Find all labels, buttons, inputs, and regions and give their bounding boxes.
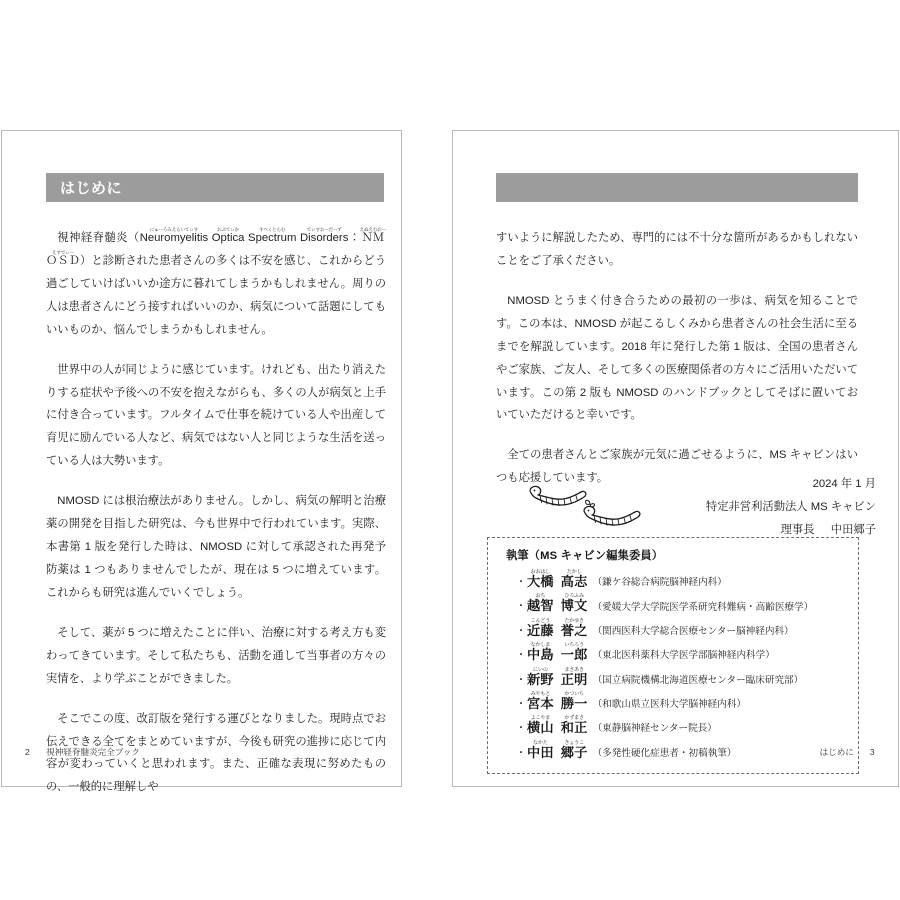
section-title: はじめに: [819, 747, 854, 757]
caterpillar-illustration: [525, 483, 655, 535]
page-title: はじめに: [60, 180, 123, 197]
furigana: かついち: [560, 690, 588, 697]
author-surname: 越智おち: [527, 593, 554, 614]
right-page-footer: [820, 746, 875, 758]
author-affiliation: （関西医科大学総合医療センター脳神経内科）: [592, 625, 794, 637]
furigana: おぷてぃか: [211, 227, 245, 232]
author-given-name: 和正かずまさ: [560, 715, 588, 736]
author-affiliation: （鎌ケ谷総合病院脳神経内科）: [592, 577, 727, 589]
furigana: きょうこ: [560, 739, 588, 746]
left-page-footer: [25, 746, 140, 758]
paragraph-4: そして、薬が 5 つに増えたことに伴い、治療に対する考え方も変わってきています。そして私たちも、活動を通して当事者の方々の実情を、より学ぶことができました。: [46, 626, 386, 685]
paragraph-1: すいように解説したため、専門的には不十分な箇所があるかもしれないことをご了承ください。: [496, 232, 858, 267]
furigana: いちろう: [560, 642, 588, 649]
signature-organization: 特定非営利活動法人 MS キャビン: [705, 500, 876, 513]
author-bullet: ・: [516, 674, 526, 686]
author-bullet: ・: [516, 601, 526, 613]
ruby-Spectrum: Spectrumすぺくとらむ: [248, 227, 297, 244]
author-row: [502, 642, 848, 664]
author-bullet: ・: [516, 625, 526, 637]
author-row: [502, 618, 848, 640]
author-bullet: ・: [516, 577, 526, 589]
left-page-section-header: [46, 173, 384, 202]
author-row: [502, 715, 848, 737]
page-number: 2: [25, 747, 31, 757]
right-page-body: [496, 227, 858, 507]
page-number: 3: [869, 747, 875, 757]
author-row: [502, 691, 848, 713]
author-surname: 中島なかしま: [527, 642, 554, 663]
book-title: 視神経脊髄炎完全ブック: [46, 747, 141, 757]
ruby-Optica: Opticaおぷてぃか: [211, 227, 245, 244]
author-bullet: ・: [516, 699, 526, 711]
author-given-name: 一郎いちろう: [560, 642, 588, 663]
furigana: こんどう: [527, 617, 554, 624]
author-surname: 横山よこやま: [527, 715, 554, 736]
author-bullet: ・: [516, 723, 526, 735]
furigana: たかゆき: [560, 617, 588, 624]
author-affiliation: （東北医科薬科大学医学部脳神経内科学）: [592, 650, 775, 662]
author-affiliation: （多発性硬化症患者・初稿執筆）: [592, 747, 737, 759]
furigana: えぬえむおーえすでぃー: [46, 227, 387, 255]
ruby-Neuromyelitis: Neuromyelitisにゅーろみえらいてぃす: [139, 227, 209, 244]
paragraph-1: 視神経脊髄炎（Neuromyelitisにゅーろみえらいてぃす Opticaおぷてぃか Spectrumすぺくとらむ Disordersでぃすおーだーず：ＮＭＯＳＤえぬえむおーえすでぃー）と診断された患者さんの多くは不安を感じ、これからどう過ごしていけばいいか途方に暮れてしまうかもしれません。周りの人は患者さんにどう接すればいいのか、病気について話題にしてもいいものか、悩んでしまうかもしれません。: [46, 227, 387, 336]
paragraph-5: そこでこの度、改訂版を発行する運びとなりました。現時点でお伝えできる全てをまとめていますが、今後も研究の進捗に応じて内容が変わっていくと思われます。また、正確な表現に努めたものの、一般的に理解しや: [46, 712, 386, 794]
author-given-name: 誉之たかゆき: [560, 617, 588, 638]
furigana: にゅーろみえらいてぃす: [139, 227, 209, 232]
ruby-ＮＭＯＳＤ: ＮＭＯＳＤえぬえむおーえすでぃー: [46, 227, 387, 267]
right-page: [452, 130, 899, 787]
signature-date: 2024 年 1 月: [812, 478, 876, 490]
signature-role: 理事長: [780, 523, 815, 536]
paragraph-3: 全ての患者さんとご家族が元気に過ごせるように、MS キャビンはいつも応援しています。: [496, 449, 858, 485]
author-box: [487, 537, 859, 774]
author-given-name: 勝一かついち: [560, 690, 588, 711]
ruby-Disorders: Disordersでぃすおーだーず: [300, 227, 349, 244]
furigana: かずまさ: [560, 715, 588, 722]
author-row: [502, 569, 848, 591]
furigana: みやもと: [527, 690, 554, 697]
right-page-section-header: [496, 173, 858, 202]
furigana: ひろふみ: [560, 593, 588, 600]
author-affiliation: （愛媛大学大学院医学系研究科難病・高齢医療学）: [592, 601, 814, 613]
furigana: でぃすおーだーず: [300, 227, 349, 232]
paragraph-3: NMOSD には根治療法がありません。しかし、病気の解明と治療薬の開発を目指した研究は、今も世界中で行われています。実際、本書第 1 版を発行した時は、NMOSD に対して承認された再発予防薬は 1 つもありませんでしたが、現在は 5 つに増えています。これからも研究は進んでいくでしょう。: [46, 495, 386, 599]
author-bullet: ・: [516, 650, 526, 662]
author-box-title: 執筆（MS キャビン編集委員）: [506, 550, 664, 562]
author-affiliation: （東静脳神経センター院長）: [592, 723, 717, 735]
author-given-name: 正明まさあき: [560, 666, 588, 687]
author-surname: 近藤こんどう: [527, 617, 554, 638]
author-list: [502, 569, 848, 762]
furigana: おち: [527, 593, 554, 600]
furigana: よこやま: [527, 715, 554, 722]
paragraph-2: 世界中の人が同じように感じています。けれども、出たり消えたりする症状や予後への不安を抱えながらも、多くの人が病気と上手に付き合っています。フルタイムで仕事を続けている人や出産して育児に励んでいる人など、病気ではない人と同じような生活を送っている人は大勢います。: [46, 363, 386, 468]
paragraph-2: NMOSD とうまく付き合うための最初の一歩は、病気を知ることです。この本は、NMOSD が起こるしくみから患者さんの社会生活に至るまでを解説しています。2018 年に発行した第 1 版は、全国の患者さんやご家族、ご友人、そして多くの医療関係者の方々にご活用いただいています。この第 2 版も NMOSD のハンドブックとしてそばに置いておいていただけると幸いです。: [496, 294, 858, 422]
furigana: にいの: [527, 666, 554, 673]
author-surname: 大橋おおはし: [527, 569, 554, 589]
furigana: なかしま: [527, 642, 554, 649]
furigana: たかし: [560, 569, 588, 575]
furigana: すぺくとらむ: [248, 227, 297, 232]
author-affiliation: （和歌山県立医科大学脳神経内科）: [592, 699, 747, 711]
furigana: まさあき: [560, 666, 588, 673]
furigana: おおはし: [527, 569, 554, 575]
author-row: [502, 667, 848, 689]
author-surname: 宮本みやもと: [527, 690, 554, 711]
author-given-name: 高志たかし: [560, 569, 588, 589]
signature-block: [706, 473, 876, 542]
author-surname: 新野にいの: [527, 666, 554, 687]
author-affiliation: （国立病院機構北海道医療センター臨床研究部）: [592, 674, 804, 686]
signature-person: 中田郷子: [830, 523, 876, 536]
author-bullet: ・: [516, 747, 526, 759]
author-row: [502, 593, 848, 615]
author-row: [502, 740, 848, 762]
caterpillar-doodles: [525, 483, 655, 535]
author-surname: 中田なかた: [527, 739, 554, 760]
left-page-body: [46, 227, 386, 816]
left-page: [1, 130, 402, 794]
author-given-name: 郷子きょうこ: [560, 739, 588, 760]
author-given-name: 博文ひろふみ: [560, 593, 588, 614]
furigana: なかた: [527, 739, 554, 746]
